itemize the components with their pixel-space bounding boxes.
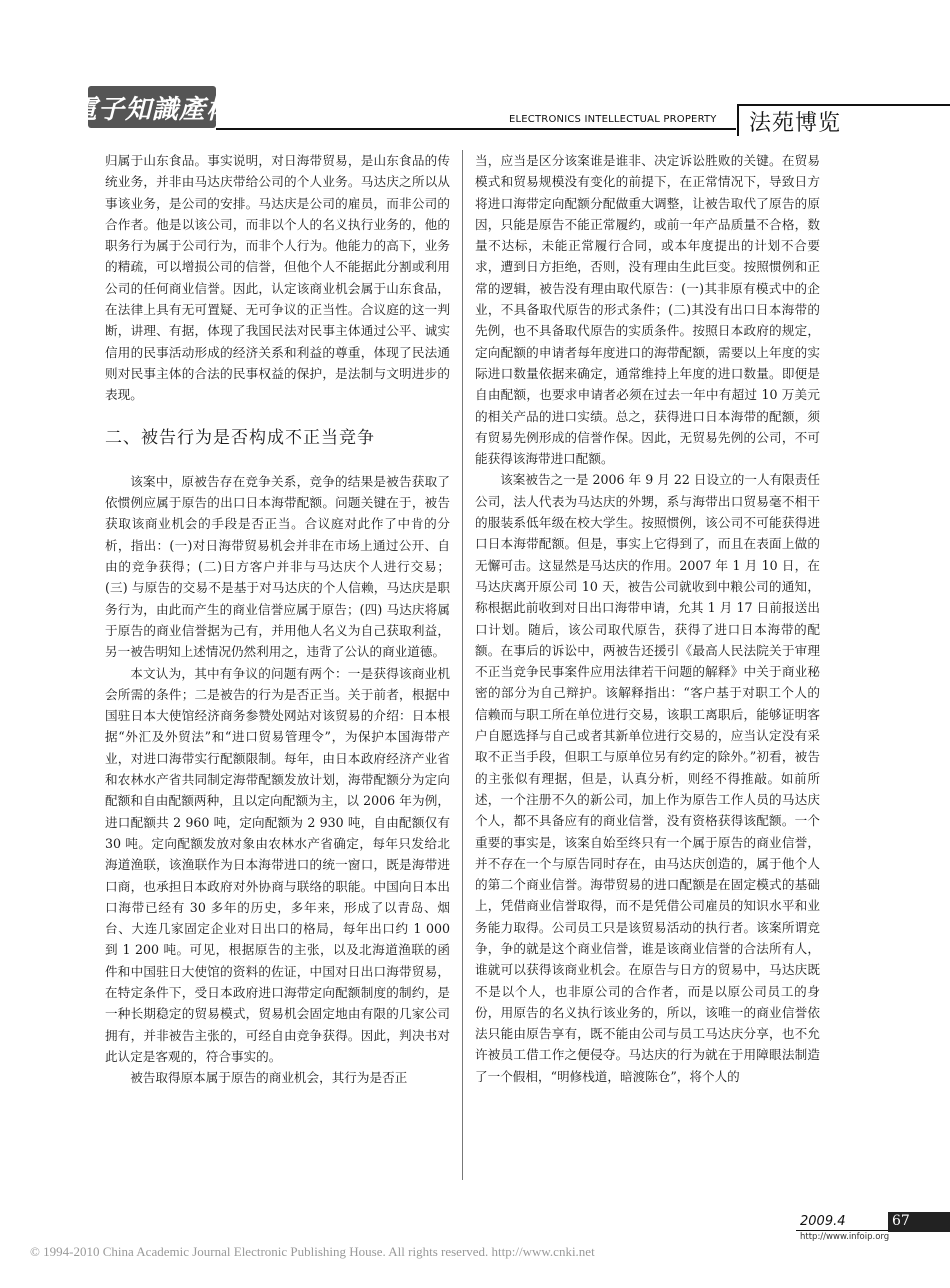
paragraph: 归属于山东食品。事实说明，对日海带贸易，是山东食品的传统业务，并非由马达庆带给公司的个人业务。马达庆之所以从事该业务，是公司的安排。马达庆是公司的雇员，而非公司的合作者。他是以该公司，而非以个人的名义执行业务的，他的职务行为属于公司行为，而非个人行为。他能力的高下，业务的精疏，可以增损公司的信誉，但他个人不能据此分割或利用公司的任何商业信誉。因此，认定该商业机会属于山东食品，在法律上具有无可置疑、无可争议的正当性。合议庭的这一判断，讲理、有据，体现了我国民法对民事主体通过公平、诚实信用的民事活动形成的经济关系和利益的尊重，体现了民法通则对民事主体的合法的民事权益的保护，是法制与文明进步的表现。 <box>105 153 450 403</box>
paragraph: 该案中，原被告存在竞争关系，竞争的结果是被告获取了依惯例应属于原告的出口日本海带配额。问题关键在于，被告获取该商业机会的手段是否正当。合议庭对此作了中肯的分析，指出：(一)对日海带贸易机会并非在市场上通过公开、自由的竞争获得；(二)日方客户并非与马达庆个人进行交易；(三) 与原告的交易不是基于对马达庆的个人信赖，马达庆是职务行为，由此而产生的商业信誉应属于原告；(四) 马达庆将属于原告的商业信誉据为己有，并用他人名义为自己获取利益，另一被告明知上述情况仍然利用之，违背了公认的商业道德。 <box>105 473 450 660</box>
column-divider <box>462 150 463 1180</box>
right-column <box>475 150 820 1087</box>
section-heading: 二、被告行为是否构成不正当竞争 <box>105 427 375 448</box>
journal-logo <box>71 86 234 128</box>
footer-rule <box>796 1230 892 1231</box>
paragraph: 本文认为，其中有争议的问题有两个：一是获得该商业机会所需的条件；二是被告的行为是否正当。关于前者，根据中国驻日本大使馆经济商务参赞处网站对该贸易的介绍：日本根据“外汇及外贸法”和“进口贸易管理令”，为保护本国海带产业，对进口海带实行配额限制。每年，由日本政府经济产业省和农林水产省共同制定海带配额发放计划，海带配额分为定向配额和自由配额两种，且以定向配额为主，以 2006 年为例，进口配额共 2 960 吨，定向配额为 2 930 吨，自由配额仅有 30 吨。定向配额发放对象由农林水产省确定，每年只发给北海道渔联，该渔联作为日本海带进口的统一窗口，既是海带进口商，也承担日本政府对外协商与联络的职能。中国向日本出口海带已经有 30 多年的历史，多年来，形成了以青岛、烟台、大连几家固定企业对日出口的格局，每年出口约 1 000 到 1 200 吨。可见，根据原告的主张，以及北海道渔联的函件和中国驻日大使馆的资料的佐证，中国对日出口海带贸易，在特定条件下，受日本政府进口海带定向配额制度的制约，是一种长期稳定的贸易模式，贸易机会固定地由有限的几家公司拥有，并非被告主张的，可经自由竞争获得。因此，判决书对此认定是客观的，符合事实的。 <box>105 665 450 1064</box>
paragraph: 被告取得原本属于原告的商业机会，其行为是否正 <box>130 1070 408 1086</box>
copyright-notice: © 1994-2010 China Academic Journal Electronic Publishing House. All rights reserved. http://www.cnki.net <box>30 1244 595 1259</box>
page-number: 67 <box>892 1213 910 1229</box>
journal-english-title: ELECTRONICS INTELLECTUAL PROPERTY <box>509 114 717 125</box>
paragraph: 该案被告之一是 2006 年 9 月 22 日设立的一人有限责任公司，法人代表为马达庆的外甥，系与海带出口贸易毫不相干的服装系低年级在校大学生。按照惯例，该公司不可能获得进口日本海带配额。但是，事实上它得到了，而且在表面上做的无懈可击。这显然是马达庆的作用。2007 年 1 月 10 日，在马达庆离开原公司 10 天，被告公司就收到中粮公司的通知，称根据此前收到对日出口海带申请，允其 1 月 17 日前报送出口计划。随后，该公司取代原告，获得了进口日本海带的配额。在事后的诉讼中，两被告还援引《最高人民法院关于审理不正当竞争民事案件应用法律若干问题的解释》中关于商业秘密的部分为自己辩护。该解释指出：“客户基于对职工个人的信赖而与职工所在单位进行交易，该职工离职后，能够证明客户自愿选择与自己或者其新单位进行交易的，应当认定没有采取不正当手段，但职工与原单位另有约定的除外。”初看，被告的主张似有理据，但是，认真分析，则经不得推敲。如前所述，一个注册不久的新公司，加上作为原告工作人员的马达庆个人，都不具备应有的商业信誉，没有资格获得该配额。一个重要的事实是，该案自始至终只有一个属于原告的商业信誉，并不存在一个与原告同时存在，由马达庆创造的，属于他个人的第二个商业信誉。海带贸易的进口配额是在固定模式的基础上，凭借商业信誉取得，而不是凭借公司雇员的知识水平和业务能力取得。公司员工只是该贸易活动的执行者。该案所谓竞争，争的就是这个商业信誉，谁是该商业信誉的合法所有人，谁就可以获得该商业机会。在原告与日方的贸易中，马达庆既不是以个人，也非原公司的合作者，而是以原公司员工的身份，用原告的名义执行该业务的，所以，该唯一的商业信誉依法只能由原告享有，既不能由公司与员工马达庆分享，也不允许被员工借工作之便侵夺。马达庆的行为就在于用障眼法制造了一个假相，“明修栈道，暗渡陈仓”，将个人的 <box>475 472 820 1084</box>
paragraph: 当，应当是区分该案谁是谁非、决定诉讼胜败的关键。在贸易模式和贸易规模没有变化的前提下，在正常情况下，导致日方将进口海带定向配额分配做重大调整，让被告取代了原告的原因，只能是原告不能正常履约，或前一年产品质量不合格，数量不达标，未能正常履行合同，或本年度提出的计划不合要求，遭到日方拒绝，否则，没有理由生此巨变。按照惯例和正常的逻辑，被告没有理由取代原告：(一)其非原有模式中的企业，不具备取代原告的形式条件；(二)其没有出口日本海带的先例，也不具备取代原告的实质条件。按照日本政府的规定，定向配额的申请者每年度进口的海带配额，需要以上年度的实际进口数量依据来确定，通常维持上年度的进口数量。即便是自由配额，也要求申请者必须在过去一年中有超过 10 万美元的相关产品的进口实绩。总之，获得进口日本海带的配额，须有贸易先例形成的信誉作保。因此，无贸易先例的公司，不可能获得该海带进口配额。 <box>475 153 820 467</box>
issue-date: 2009.4 <box>800 1214 846 1229</box>
section-name: 法苑博览 <box>749 111 842 136</box>
header-rule <box>216 128 736 130</box>
left-column <box>105 150 450 1088</box>
journal-logo-text: 電子知識產權 <box>71 94 234 125</box>
journal-url[interactable]: http://www.infoip.org <box>800 1232 890 1242</box>
